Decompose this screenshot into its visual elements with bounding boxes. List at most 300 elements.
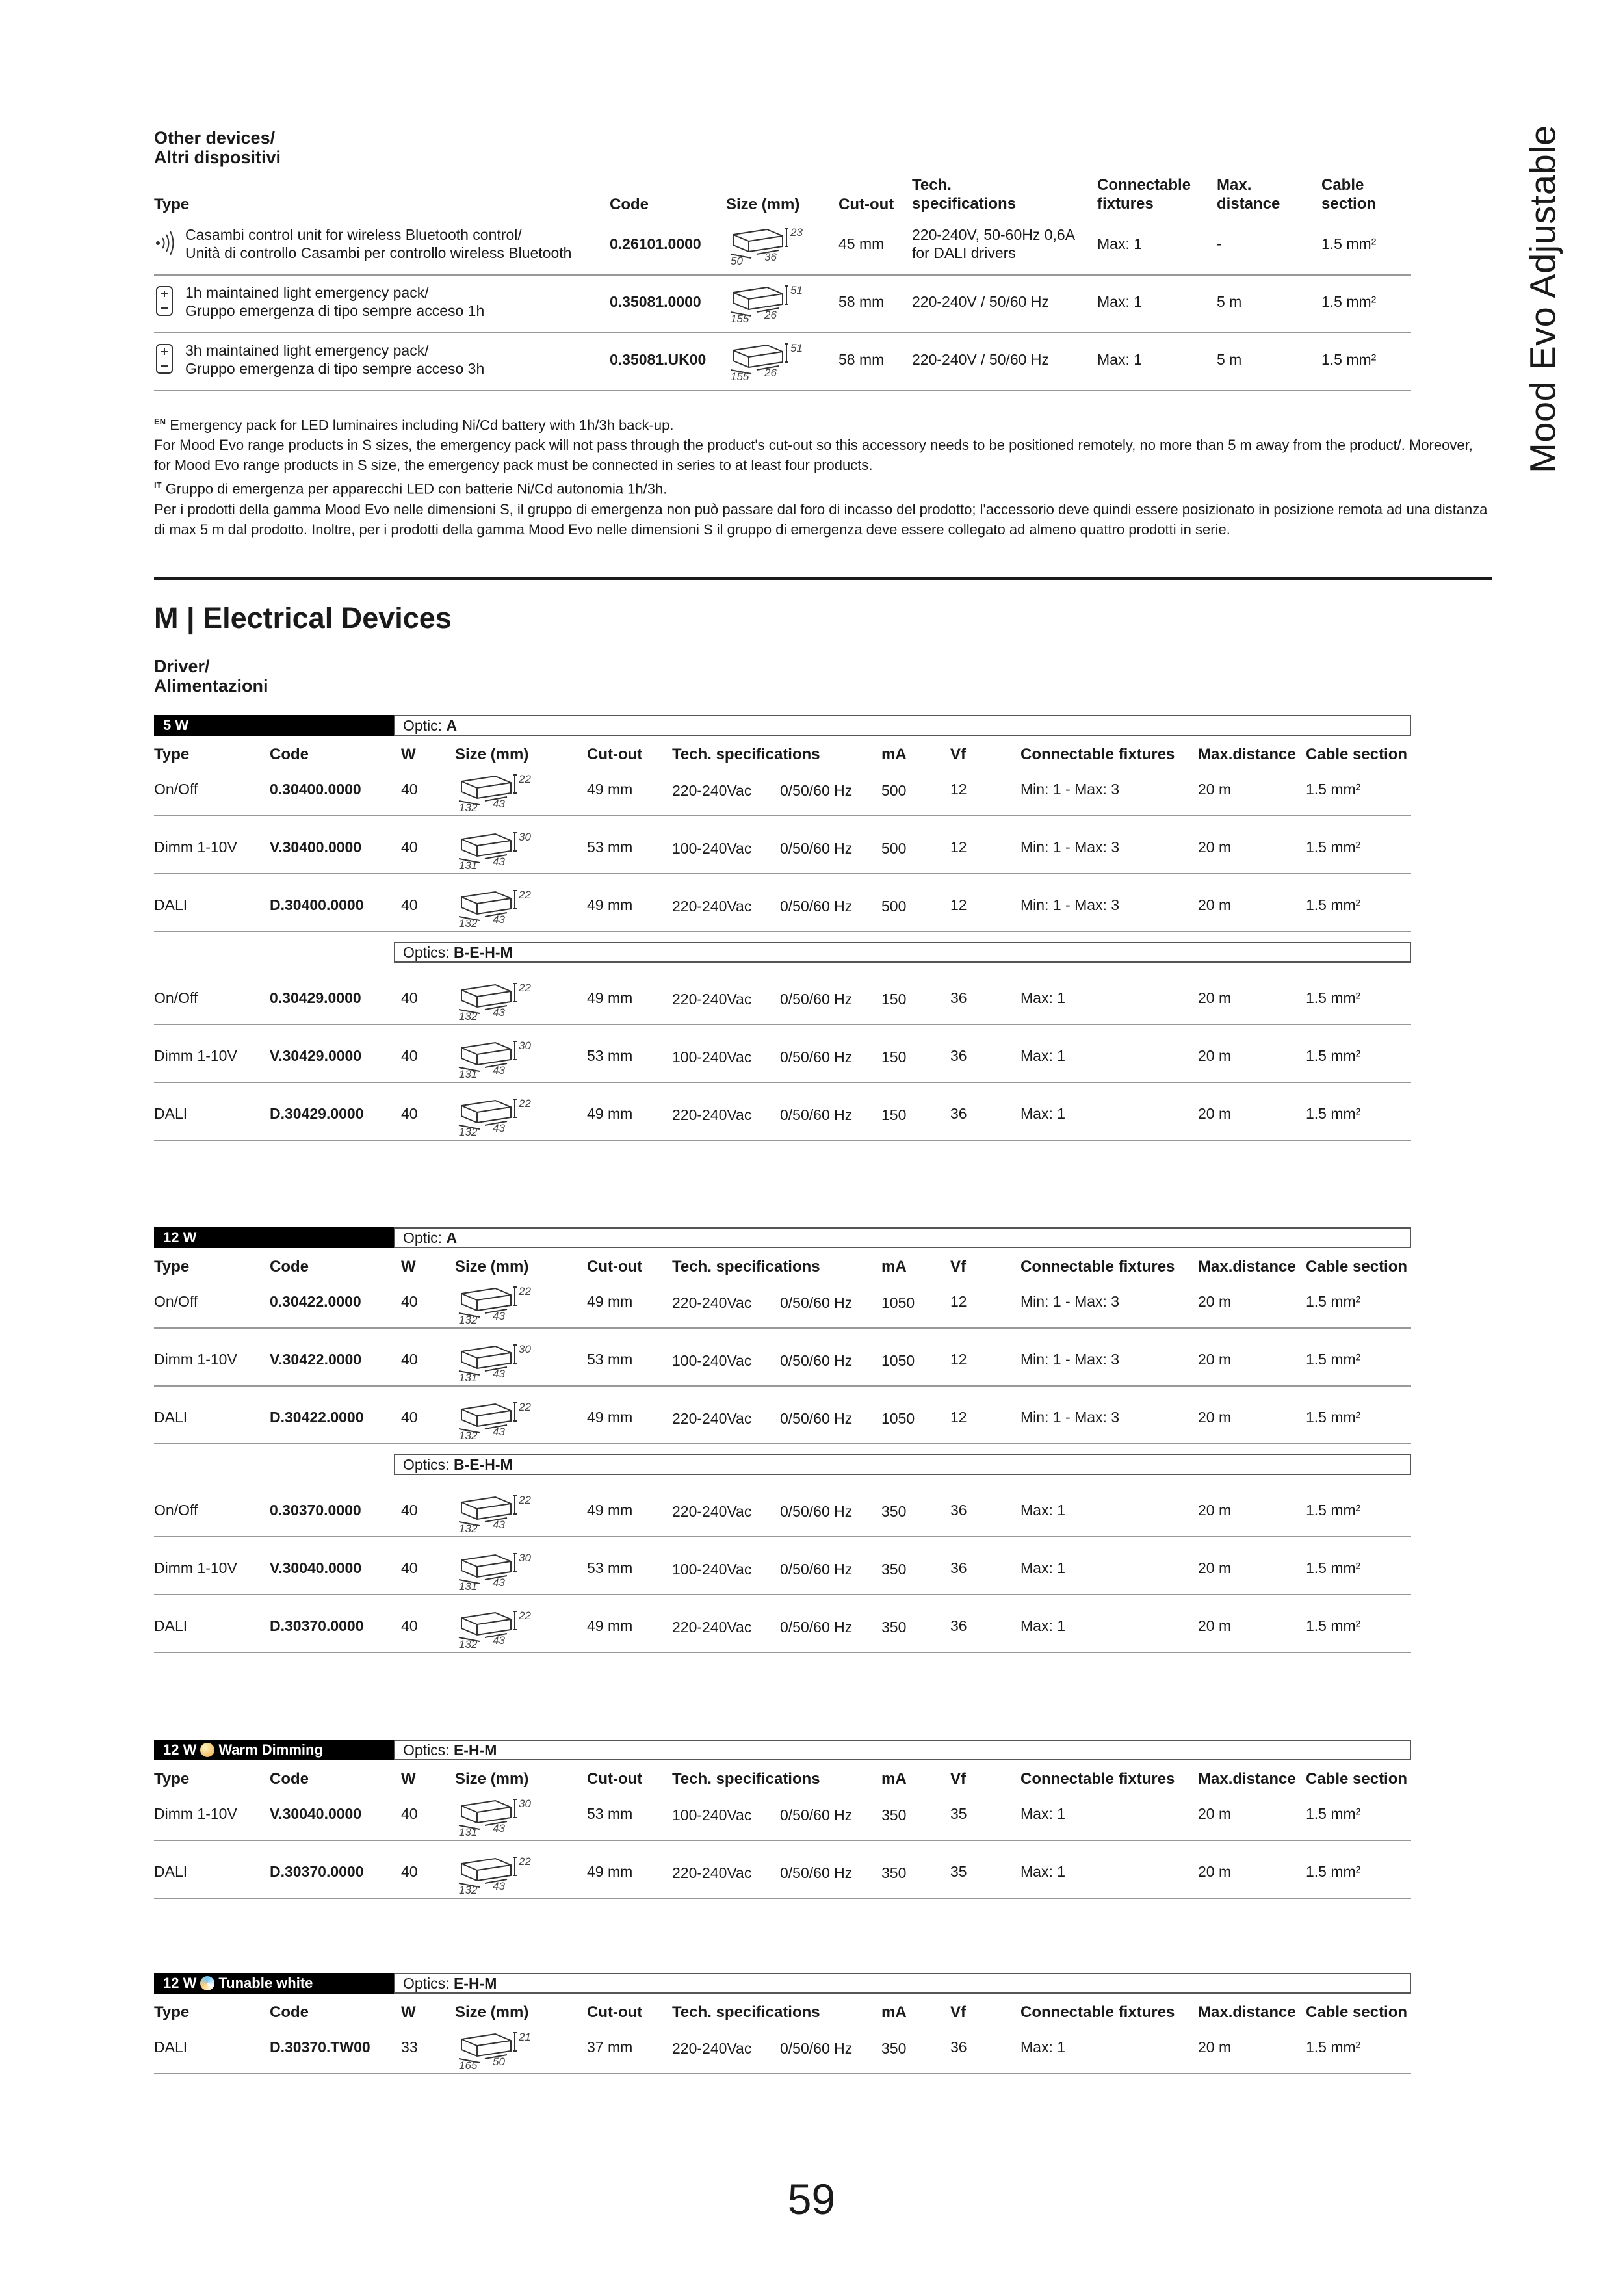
row-voltage: 220-240Vac [672,1294,752,1311]
row-frequency: 0/50/60 Hz [780,1410,853,1427]
dim-height: 22 [519,773,531,785]
dim-width: 43 [493,913,505,926]
hdr-cutout: Cut-out [587,1770,643,1788]
row-cable: 1.5 mm² [1306,781,1361,798]
hdr-conn-1: Connectable [1097,176,1191,194]
row-ma: 350 [881,1561,907,1578]
hdr-w: W [401,1770,416,1788]
row-vf: 12 [950,781,967,798]
row-maxd: 20 m [1198,1047,1232,1064]
group-sublabel: Tunable white [218,1975,313,1991]
hdr-cutout: Cut-out [587,2003,643,2021]
row-maxd: 20 m [1198,1617,1232,1634]
row-frequency: 0/50/60 Hz [780,1503,853,1520]
row-icon [154,285,176,320]
hdr-size: Size (mm) [455,1770,529,1788]
row-type: Dimm 1-10V [154,1559,237,1576]
dim-width: 26 [764,367,777,379]
row-size-drawing [455,1851,539,1894]
row-maxd: 20 m [1198,1805,1232,1822]
box-dimension-drawing [455,1281,539,1324]
hdr-ma: mA [881,746,907,763]
hdr-conn: Connectable fixtures [1020,1770,1175,1788]
hdr-ma: mA [881,2003,907,2021]
row-watt: 40 [401,839,418,855]
row-conn: Min: 1 - Max: 3 [1020,839,1120,855]
row-size-drawing [455,826,539,869]
optic-value: A [446,1229,458,1246]
dim-height: 22 [519,1285,531,1298]
hdr-max-1: Max. [1217,176,1252,194]
optic-label: Optics: [403,1456,450,1473]
row-type-en: 3h maintained light emergency pack/ [185,342,429,359]
row-size-drawing [455,768,539,811]
row-frequency: 0/50/60 Hz [780,1106,853,1123]
row-tech-2: for DALI drivers [912,244,1016,261]
dim-length: 132 [459,1126,478,1136]
section-title: M | Electrical Devices [154,601,452,634]
box-dimension-drawing [455,2026,539,2069]
row-conn: Max: 1 [1020,1617,1066,1634]
row-frequency: 0/50/60 Hz [780,1619,853,1636]
row-size-drawing [455,884,539,927]
row-code: D.30370.0000 [270,1617,364,1634]
row-size-drawing [455,1547,539,1590]
hdr-code: Code [270,2003,309,2021]
row-ma: 350 [881,2040,907,2057]
row-maxd: 20 m [1198,1351,1232,1368]
row-type: Dimm 1-10V [154,839,237,855]
row-code: 0.26101.0000 [610,235,701,252]
hdr-type: Type [154,1770,190,1788]
dim-height: 51 [790,342,803,354]
row-ma: 150 [881,1106,907,1123]
hdr-cable: Cable section [1306,1770,1408,1788]
row-cable: 1.5 mm² [1306,1293,1361,1310]
hdr-cutout: Cut-out [587,1258,643,1275]
row-maxd: 20 m [1198,1409,1232,1426]
optic-value: B-E-H-M [453,944,513,961]
dim-height: 30 [519,1343,531,1355]
row-type: DALI [154,2039,188,2055]
dim-width: 43 [493,1122,505,1134]
row-type: Dimm 1-10V [154,1047,237,1064]
row-vf: 12 [950,839,967,855]
hdr-max [1217,176,1280,213]
row-cutout: 49 mm [587,896,633,913]
group-label [154,1740,394,1760]
row-rule [154,1840,1411,1841]
row-rule [154,815,1411,816]
row-watt: 40 [401,1047,418,1064]
row-maxd: 20 m [1198,896,1232,913]
dim-height: 22 [519,982,531,994]
dim-width: 36 [764,251,777,263]
row-watt: 40 [401,1559,418,1576]
dim-length: 131 [459,859,478,869]
row-vf: 36 [950,1502,967,1519]
row-watt: 40 [401,989,418,1006]
dim-length: 155 [731,371,749,380]
row-frequency: 0/50/60 Hz [780,782,853,799]
optic-value: E-H-M [453,1975,497,1992]
row-vf: 12 [950,896,967,913]
row-max: 5 m [1217,293,1242,310]
dim-height: 51 [790,284,803,296]
row-frequency: 0/50/60 Hz [780,840,853,857]
dim-length: 132 [459,1638,478,1648]
row-watt: 40 [401,1409,418,1426]
dim-length: 165 [459,2059,478,2069]
row-type [185,341,484,378]
hdr-maxd: Max.distance [1198,1770,1296,1788]
dim-height: 30 [519,831,531,843]
group-label [154,1227,394,1248]
row-type: DALI [154,1863,188,1880]
page-number: 59 [787,2175,836,2223]
row-ma: 150 [881,1049,907,1065]
row-size-drawing [455,1489,539,1532]
group-watt: 12 W [163,1229,197,1246]
row-rule [154,2073,1411,2074]
hdr-code: Code [610,196,649,213]
row-size-drawing [727,280,811,322]
row-rule [154,274,1411,276]
box-dimension-drawing [455,1338,539,1381]
dim-width: 43 [493,1426,505,1438]
optics-box [394,1454,1411,1475]
dim-height: 21 [519,2031,531,2043]
row-cable: 1.5 mm² [1306,1502,1361,1519]
row-cable: 1.5 mm² [1306,1047,1361,1064]
hdr-size: Size (mm) [455,746,529,763]
section-divider [154,577,1492,580]
row-cutout: 49 mm [587,1409,633,1426]
row-size-drawing [455,1338,539,1381]
row-type: On/Off [154,1293,198,1310]
hdr-size: Size (mm) [726,196,800,213]
box-dimension-drawing [455,1605,539,1648]
row-type: DALI [154,1105,188,1122]
row-vf: 12 [950,1409,967,1426]
row-ma: 350 [881,1619,907,1636]
optic-label: Optics: [403,944,450,961]
group-label [154,715,394,736]
row-tech-1: 220-240V / 50/60 Hz [912,351,1049,368]
hdr-cable: Cable section [1306,2003,1408,2021]
row-maxd: 20 m [1198,1105,1232,1122]
row-voltage: 220-240Vac [672,2040,752,2057]
notes [154,411,1493,540]
note-it-1 [154,475,1493,499]
row-cable: 1.5 mm² [1321,293,1377,310]
row-vf: 35 [950,1863,967,1880]
row-type-it: Unità di controllo Casambi per controllo wireless Bluetooth [185,244,572,261]
box-dimension-drawing [455,1396,539,1439]
dim-width: 43 [493,798,505,810]
row-conn: Min: 1 - Max: 3 [1020,781,1120,798]
row-code: 0.30400.0000 [270,781,361,798]
row-frequency: 0/50/60 Hz [780,991,853,1008]
row-maxd: 20 m [1198,989,1232,1006]
row-vf: 12 [950,1293,967,1310]
row-conn: Max: 1 [1020,1805,1066,1822]
row-conn: Max: 1 [1020,1047,1066,1064]
dim-height: 30 [519,1797,531,1810]
row-voltage: 220-240Vac [672,1106,752,1123]
row-frequency: 0/50/60 Hz [780,2040,853,2057]
row-ma: 1050 [881,1410,915,1427]
dim-height: 22 [519,1401,531,1413]
row-rule [154,390,1411,391]
hdr-cutout: Cut-out [587,746,643,763]
row-cable: 1.5 mm² [1306,1617,1361,1634]
row-ma: 350 [881,1864,907,1881]
row-code: V.30040.0000 [270,1805,362,1822]
hdr-tech-1: Tech. [912,176,952,194]
row-type: DALI [154,896,188,913]
row-rule [154,1594,1411,1595]
row-code: V.30422.0000 [270,1351,362,1368]
group-watt: 5 W [163,717,189,733]
row-voltage: 220-240Vac [672,1619,752,1636]
optic-box [394,715,1411,736]
row-voltage: 100-240Vac [672,1807,752,1823]
optic-value: A [446,717,458,734]
row-cutout: 49 mm [587,1293,633,1310]
row-cutout: 37 mm [587,2039,633,2055]
hdr-cable [1321,176,1376,213]
dim-length: 132 [459,1884,478,1894]
hdr-code: Code [270,1770,309,1788]
row-code: D.30370.TW00 [270,2039,370,2055]
hdr-tech: Tech. specifications [672,1258,820,1275]
row-conn: Max: 1 [1020,1105,1066,1122]
row-code: D.30422.0000 [270,1409,364,1426]
row-max: 5 m [1217,351,1242,368]
row-cable: 1.5 mm² [1306,1863,1361,1880]
hdr-ma: mA [881,1258,907,1275]
hdr-size: Size (mm) [455,2003,529,2021]
driver-title [154,657,268,696]
dim-width: 43 [493,1822,505,1834]
hdr-type: Type [154,2003,190,2021]
row-size-drawing [455,1396,539,1439]
hdr-w: W [401,1258,416,1275]
row-conn: Min: 1 - Max: 3 [1020,896,1120,913]
row-icon [154,343,176,378]
row-watt: 40 [401,1105,418,1122]
optic-box [394,1227,1411,1248]
dim-length: 131 [459,1580,478,1590]
hdr-w: W [401,2003,416,2021]
box-dimension-drawing [455,1547,539,1590]
row-cutout: 53 mm [587,1351,633,1368]
dim-height: 23 [790,226,803,239]
row-rule [154,1898,1411,1899]
optic-label: Optics: [403,1975,450,1992]
row-rule [154,1082,1411,1083]
row-voltage: 220-240Vac [672,1410,752,1427]
dim-height: 22 [519,1610,531,1622]
optic-box [394,1740,1411,1760]
row-type-it: Gruppo emergenza di tipo sempre acceso 3h [185,360,485,377]
box-dimension-drawing [455,768,539,811]
row-cable: 1.5 mm² [1306,2039,1361,2055]
row-cable: 1.5 mm² [1321,235,1377,252]
row-cutout: 58 mm [838,293,885,310]
row-cutout: 49 mm [587,1502,633,1519]
dim-length: 131 [459,1372,478,1381]
row-maxd: 20 m [1198,1293,1232,1310]
row-frequency: 0/50/60 Hz [780,1807,853,1823]
note-en-tag: EN [154,417,166,426]
hdr-type: Type [154,196,190,213]
box-dimension-drawing [455,884,539,927]
box-dimension-drawing [727,280,811,322]
tunable-white-icon [200,1976,214,1990]
row-conn: Max: 1 [1097,293,1143,310]
row-cable: 1.5 mm² [1306,1805,1361,1822]
dim-length: 155 [731,313,749,322]
dim-length: 131 [459,1826,478,1836]
dim-length: 132 [459,802,478,811]
row-type: On/Off [154,989,198,1006]
row-type-en: Casambi control unit for wireless Bluetooth control/ [185,226,522,243]
row-cable: 1.5 mm² [1306,1105,1361,1122]
row-size-drawing [455,1281,539,1324]
dim-height: 22 [519,1494,531,1506]
row-rule [154,1443,1411,1444]
row-ma: 350 [881,1503,907,1520]
hdr-vf: Vf [950,2003,966,2021]
optics-box [394,942,1411,963]
row-frequency: 0/50/60 Hz [780,1561,853,1578]
row-vf: 36 [950,2039,967,2055]
dim-height: 22 [519,1855,531,1868]
group-watt: 12 W [163,1742,197,1758]
hdr-type: Type [154,1258,190,1275]
row-size-drawing [455,2026,539,2069]
row-code: V.30040.0000 [270,1559,362,1576]
dim-width: 43 [493,1576,505,1589]
row-watt: 40 [401,1351,418,1368]
row-tech-1: 220-240V / 50/60 Hz [912,293,1049,310]
dim-length: 132 [459,1429,478,1439]
row-voltage: 100-240Vac [672,840,752,857]
group-label [154,1973,394,1994]
row-code: 0.30370.0000 [270,1502,361,1519]
hdr-w: W [401,746,416,763]
row-code: 0.35081.UK00 [610,351,707,368]
row-size-drawing [455,977,539,1020]
hdr-vf: Vf [950,1258,966,1275]
dim-width: 43 [493,1310,505,1322]
row-voltage: 100-240Vac [672,1561,752,1578]
hdr-cutout: Cut-out [838,196,894,213]
dim-height: 22 [519,889,531,901]
row-tech [912,293,1049,311]
row-voltage: 220-240Vac [672,1864,752,1881]
side-title-text: Mood Evo Adjustable [1522,125,1563,473]
group-watt: 12 W [163,1975,197,1991]
row-cable: 1.5 mm² [1306,1351,1361,1368]
box-dimension-drawing [727,337,811,380]
row-type: DALI [154,1409,188,1426]
box-dimension-drawing [455,1851,539,1894]
optic-value: E-H-M [453,1742,497,1758]
optic-box [394,1973,1411,1994]
box-dimension-drawing [455,1093,539,1136]
row-rule [154,873,1411,874]
row-frequency: 0/50/60 Hz [780,1049,853,1065]
row-type [185,283,484,320]
row-type: On/Off [154,1502,198,1519]
row-vf: 36 [950,1617,967,1634]
hdr-conn [1097,176,1191,213]
dim-width: 43 [493,1368,505,1380]
row-size-drawing [455,1035,539,1078]
hdr-vf: Vf [950,746,966,763]
row-watt: 40 [401,1502,418,1519]
row-cable: 1.5 mm² [1306,1409,1361,1426]
row-type: DALI [154,1617,188,1634]
hdr-cable: Cable section [1306,1258,1408,1275]
row-watt: 40 [401,1293,418,1310]
row-maxd: 20 m [1198,781,1232,798]
row-voltage: 220-240Vac [672,898,752,915]
hdr-ma: mA [881,1770,907,1788]
dim-width: 43 [493,1006,505,1019]
row-cutout: 49 mm [587,1617,633,1634]
hdr-conn: Connectable fixtures [1020,2003,1175,2021]
row-ma: 500 [881,782,907,799]
warm-dimming-icon [200,1743,214,1757]
dim-width: 43 [493,1880,505,1892]
row-conn: Min: 1 - Max: 3 [1020,1351,1120,1368]
row-ma: 1050 [881,1352,915,1369]
other-devices-title [154,128,281,167]
row-code: D.30400.0000 [270,896,364,913]
dim-height: 30 [519,1039,531,1052]
group-sublabel: Warm Dimming [218,1742,323,1758]
row-frequency: 0/50/60 Hz [780,898,853,915]
row-ma: 1050 [881,1294,915,1311]
row-cutout: 49 mm [587,989,633,1006]
row-cable: 1.5 mm² [1306,896,1361,913]
row-cutout: 49 mm [587,1863,633,1880]
row-type [185,226,571,262]
row-maxd: 20 m [1198,1559,1232,1576]
row-cable: 1.5 mm² [1306,839,1361,855]
row-watt: 40 [401,781,418,798]
optic-value: B-E-H-M [453,1456,513,1473]
dim-length: 132 [459,1010,478,1020]
row-code: D.30429.0000 [270,1105,364,1122]
note-en-1-text: Emergency pack for LED luminaires including Ni/Cd battery with 1h/3h back-up. [170,417,674,434]
note-en-1 [154,411,1493,435]
row-rule [154,1652,1411,1653]
row-watt: 40 [401,896,418,913]
side-title [1507,125,1578,473]
note-it-tag: IT [154,480,162,491]
row-size-drawing [455,1605,539,1648]
row-conn: Max: 1 [1020,1559,1066,1576]
row-vf: 36 [950,1047,967,1064]
hdr-maxd: Max.distance [1198,1258,1296,1275]
hdr-tech-2: specifications [912,195,1017,213]
dim-width: 50 [493,2055,505,2068]
